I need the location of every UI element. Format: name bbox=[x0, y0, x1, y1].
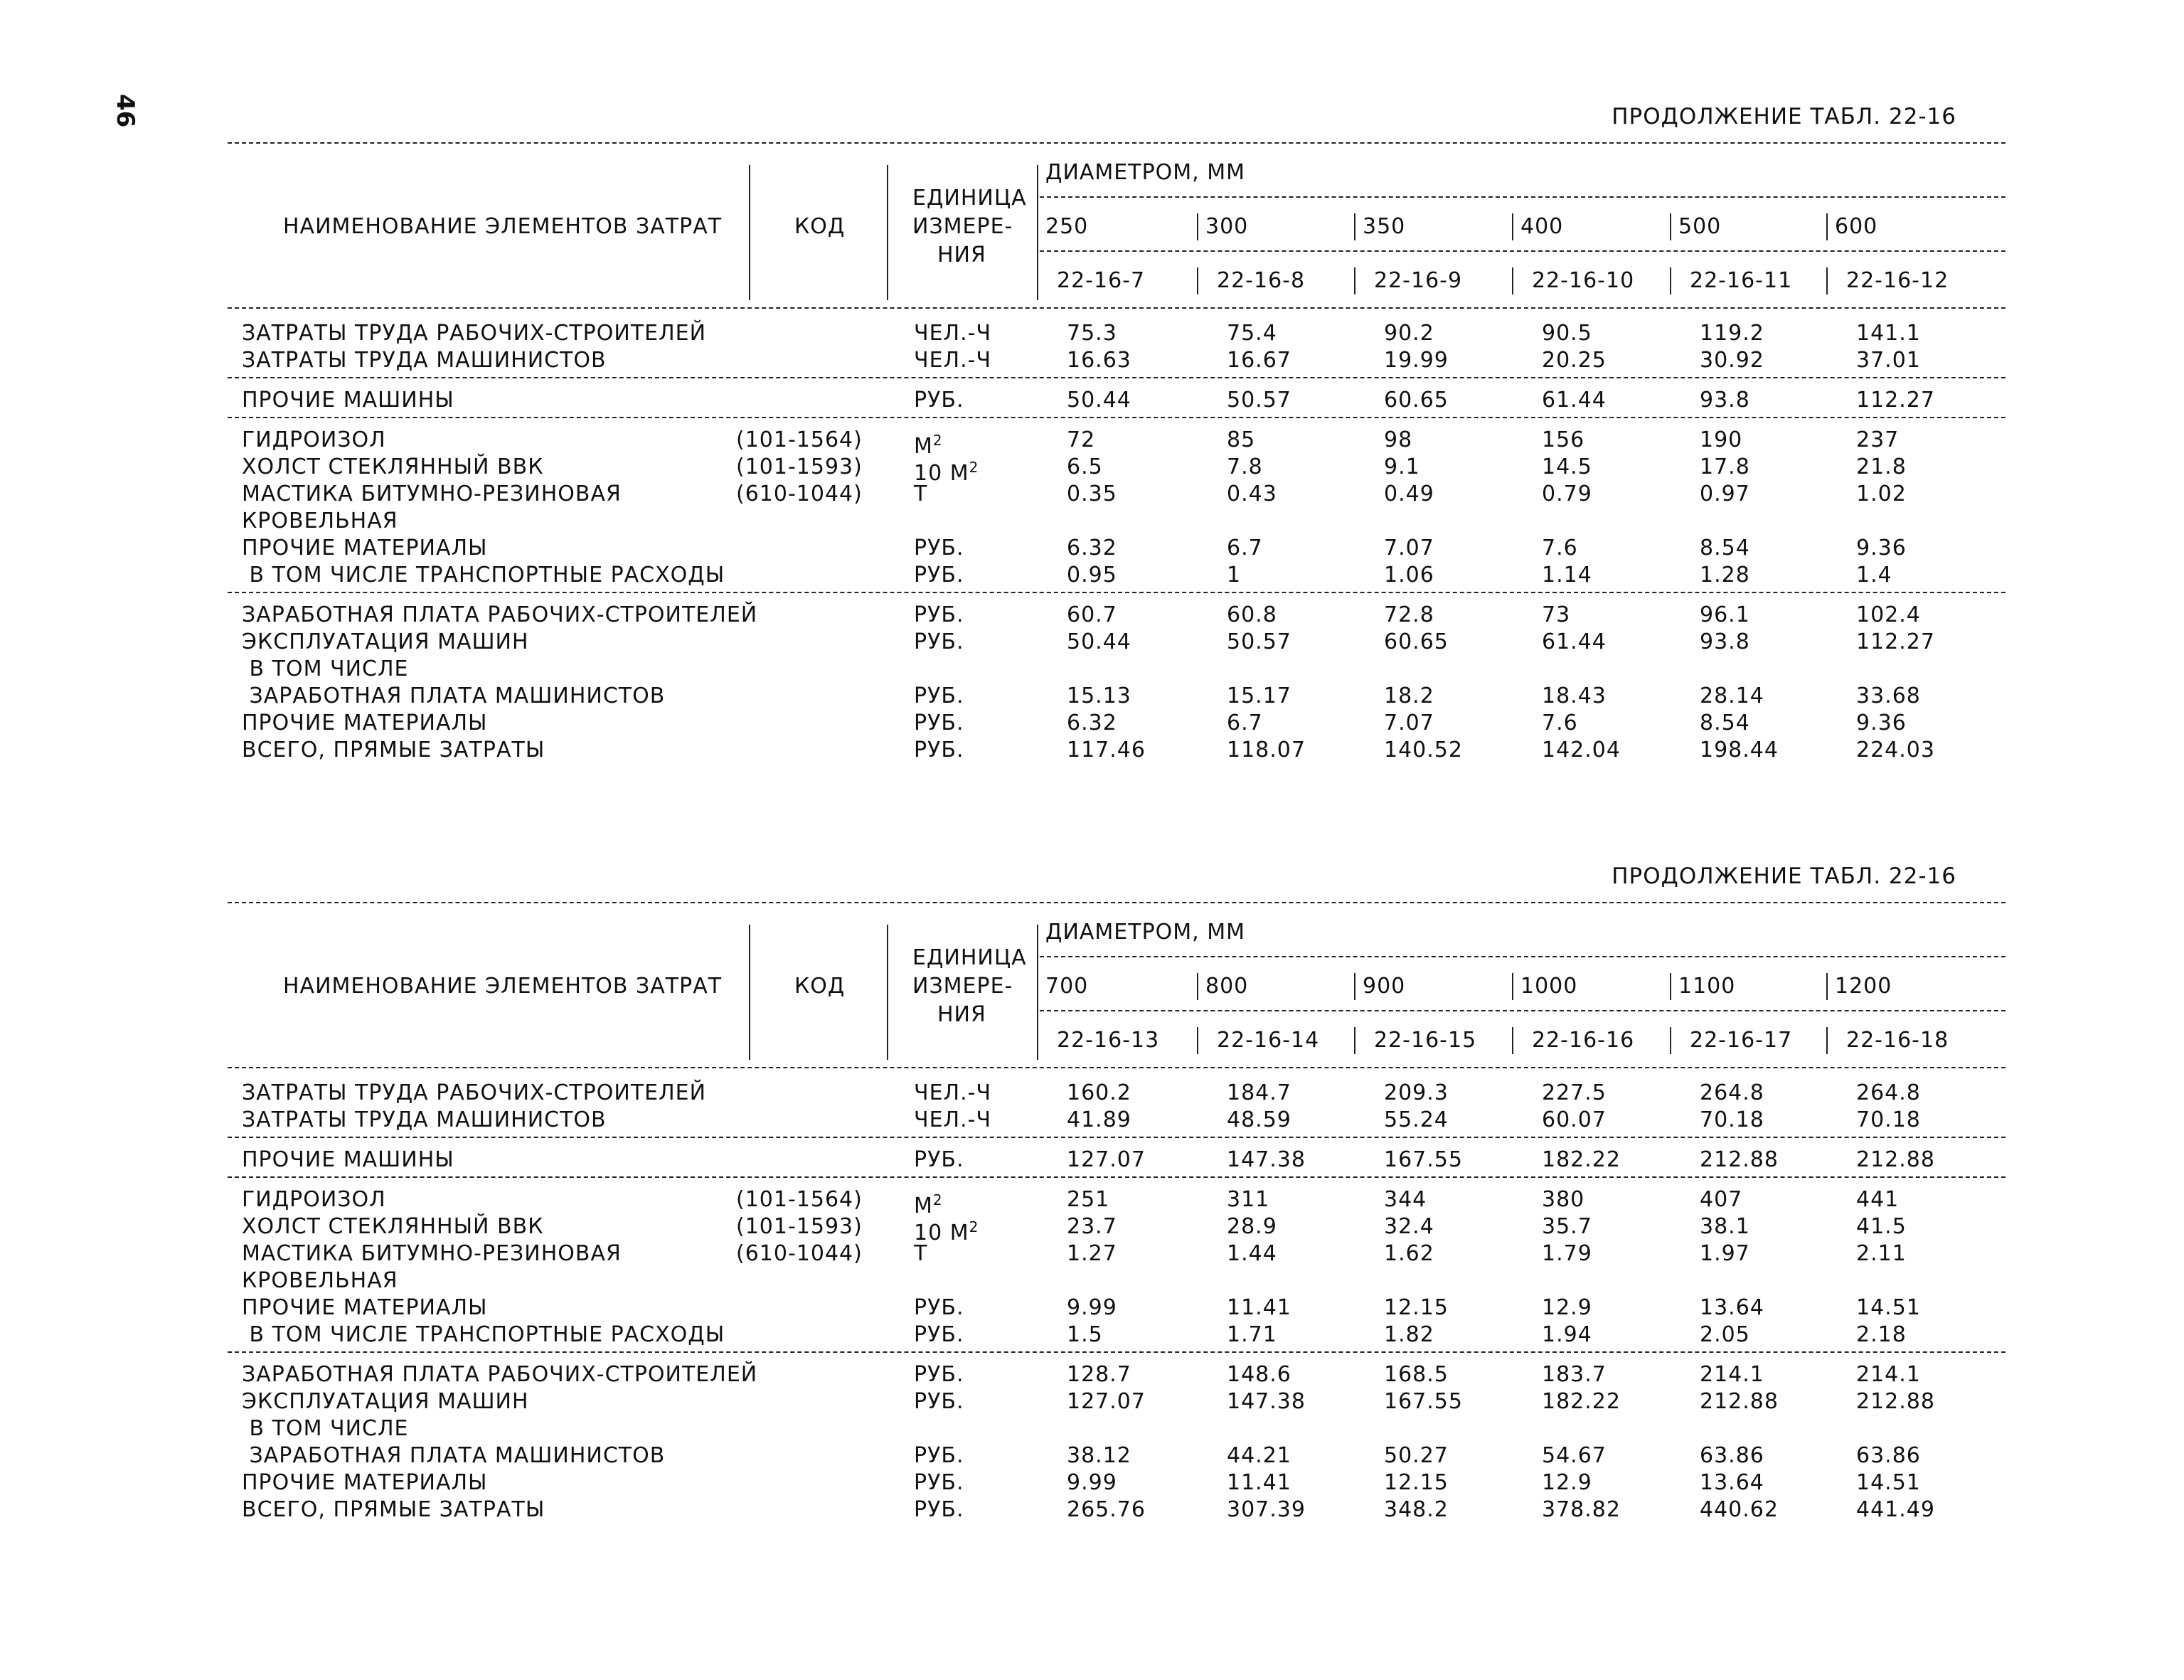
cell-value: 61.44 bbox=[1542, 629, 1607, 654]
rate-code: 22-16-15 bbox=[1374, 1028, 1477, 1053]
cell-value: 1.02 bbox=[1856, 482, 1907, 506]
cell-value: 9.99 bbox=[1067, 1295, 1117, 1320]
cell-value: 311 bbox=[1227, 1187, 1270, 1212]
row-unit: РУБ. bbox=[914, 563, 964, 588]
cell-value: 127.07 bbox=[1067, 1389, 1146, 1414]
cell-value: 1.27 bbox=[1067, 1241, 1117, 1266]
cell-value: 50.44 bbox=[1067, 388, 1131, 413]
cell-value: 112.27 bbox=[1856, 388, 1935, 413]
row-unit: РУБ. bbox=[914, 536, 964, 560]
cell-value: 70.18 bbox=[1856, 1107, 1921, 1132]
cell-value: 147.38 bbox=[1227, 1389, 1306, 1414]
cell-value: 20.25 bbox=[1542, 348, 1607, 373]
row-name: В ТОМ ЧИСЛЕ ТРАНСПОРТНЫЕ РАСХОДЫ bbox=[242, 563, 725, 588]
cell-value: 0.79 bbox=[1542, 482, 1592, 506]
diameter-value: 1000 bbox=[1520, 974, 1578, 999]
code-divider bbox=[1826, 267, 1828, 294]
cell-value: 70.18 bbox=[1700, 1107, 1764, 1132]
cell-value: 33.68 bbox=[1856, 684, 1921, 708]
cell-value: 12.9 bbox=[1542, 1295, 1592, 1320]
cell-value: 1.14 bbox=[1542, 563, 1592, 588]
group-rule bbox=[228, 592, 2005, 593]
cell-value: 90.2 bbox=[1384, 321, 1434, 346]
row-unit: РУБ. bbox=[914, 738, 964, 762]
cell-value: 117.46 bbox=[1067, 738, 1146, 762]
header-top-rule bbox=[228, 142, 2005, 144]
cell-value: 1 bbox=[1227, 563, 1242, 588]
row-name: ЭКСПЛУАТАЦИЯ МАШИН bbox=[242, 1389, 529, 1414]
cell-value: 32.4 bbox=[1384, 1214, 1434, 1239]
column-header-unit: ЕДИНИЦА bbox=[912, 945, 1027, 970]
cell-value: 50.57 bbox=[1227, 629, 1291, 654]
header-bottom-rule bbox=[228, 1067, 2005, 1068]
row-name: ХОЛСТ СТЕКЛЯННЫЙ ВВК bbox=[242, 1214, 544, 1239]
cell-value: 0.95 bbox=[1067, 563, 1117, 588]
row-name: КРОВЕЛЬНАЯ bbox=[242, 509, 398, 533]
cell-value: 2.05 bbox=[1700, 1322, 1750, 1347]
cell-value: 50.27 bbox=[1384, 1443, 1449, 1468]
row-unit: 10 $М^2$ bbox=[914, 459, 979, 486]
diameter-value: 350 bbox=[1363, 214, 1406, 239]
cell-value: 60.07 bbox=[1542, 1107, 1607, 1132]
cell-value: 18.43 bbox=[1542, 684, 1607, 708]
cell-value: 28.9 bbox=[1227, 1214, 1277, 1239]
row-name: ЗАРАБОТНАЯ ПЛАТА РАБОЧИХ-СТРОИТЕЛЕЙ bbox=[242, 602, 758, 627]
diameter-value: 600 bbox=[1835, 214, 1878, 239]
cell-value: 0.97 bbox=[1700, 482, 1750, 506]
cell-value: 41.89 bbox=[1067, 1107, 1131, 1132]
cell-value: 127.07 bbox=[1067, 1147, 1146, 1172]
cell-value: 407 bbox=[1700, 1187, 1743, 1212]
cell-value: 348.2 bbox=[1384, 1497, 1449, 1522]
cell-value: 118.07 bbox=[1227, 738, 1306, 762]
diameter-value: 700 bbox=[1045, 974, 1089, 999]
row-name: ЗАРАБОТНАЯ ПЛАТА МАШИНИСТОВ bbox=[242, 1443, 666, 1468]
row-unit: РУБ. bbox=[914, 1389, 964, 1414]
cell-value: 38.12 bbox=[1067, 1443, 1131, 1468]
header-top-rule bbox=[228, 902, 2005, 903]
rate-code: 22-16-12 bbox=[1846, 268, 1949, 293]
diameter-value: 1200 bbox=[1835, 974, 1892, 999]
row-unit: РУБ. bbox=[914, 1362, 964, 1387]
column-header-name: НАИМЕНОВАНИЕ ЭЛЕМЕНТОВ ЗАТРАТ bbox=[283, 974, 723, 999]
header-bottom-rule bbox=[228, 307, 2005, 309]
cell-value: 1.4 bbox=[1856, 563, 1892, 588]
cell-value: 48.59 bbox=[1227, 1107, 1291, 1132]
row-name: ЗАТРАТЫ ТРУДА МАШИНИСТОВ bbox=[242, 1107, 607, 1132]
cell-value: 1.94 bbox=[1542, 1322, 1592, 1347]
column-header-diameter: ДИАМЕТРОМ, ММ bbox=[1045, 160, 1245, 185]
cell-value: 378.82 bbox=[1542, 1497, 1621, 1522]
cell-value: 60.8 bbox=[1227, 602, 1277, 627]
cell-value: 12.9 bbox=[1542, 1470, 1592, 1495]
rate-code: 22-16-14 bbox=[1217, 1028, 1320, 1053]
cell-value: 182.22 bbox=[1542, 1147, 1621, 1172]
cell-value: 147.38 bbox=[1227, 1147, 1306, 1172]
cell-value: 307.39 bbox=[1227, 1497, 1306, 1522]
diameter-divider bbox=[1512, 973, 1513, 1000]
code-divider bbox=[1670, 1027, 1671, 1054]
cell-value: 264.8 bbox=[1700, 1080, 1764, 1105]
cell-value: 0.43 bbox=[1227, 482, 1277, 506]
cell-value: 184.7 bbox=[1227, 1080, 1291, 1105]
table-caption: ПРОДОЛЖЕНИЕ ТАБЛ. 22-16 bbox=[1612, 104, 1956, 129]
cell-value: 2.11 bbox=[1856, 1241, 1907, 1266]
cell-value: 17.8 bbox=[1700, 454, 1750, 479]
row-unit: РУБ. bbox=[914, 1322, 964, 1347]
column-header-unit: ИЗМЕРЕ- bbox=[912, 974, 1013, 999]
column-header-unit: НИЯ bbox=[937, 243, 986, 267]
row-code: (101-1593) bbox=[736, 1214, 863, 1239]
row-unit: РУБ. bbox=[914, 602, 964, 627]
cell-value: 7.6 bbox=[1542, 536, 1578, 560]
diameter-value: 300 bbox=[1205, 214, 1249, 239]
cell-value: 63.86 bbox=[1856, 1443, 1921, 1468]
cell-value: 214.1 bbox=[1700, 1362, 1764, 1387]
cell-value: 7.8 bbox=[1227, 454, 1263, 479]
row-code: (101-1564) bbox=[736, 427, 863, 452]
diameter-value: 250 bbox=[1045, 214, 1089, 239]
cell-value: 60.65 bbox=[1384, 629, 1449, 654]
row-unit: РУБ. bbox=[914, 684, 964, 708]
cell-value: 1.06 bbox=[1384, 563, 1434, 588]
cell-value: 440.62 bbox=[1700, 1497, 1779, 1522]
row-unit: РУБ. bbox=[914, 1147, 964, 1172]
group-rule bbox=[228, 377, 2005, 378]
cell-value: 224.03 bbox=[1856, 738, 1935, 762]
rate-code: 22-16-16 bbox=[1532, 1028, 1635, 1053]
column-header-unit: ИЗМЕРЕ- bbox=[912, 214, 1013, 239]
cell-value: 167.55 bbox=[1384, 1389, 1463, 1414]
group-rule bbox=[228, 1137, 2005, 1138]
table-caption: ПРОДОЛЖЕНИЕ ТАБЛ. 22-16 bbox=[1612, 863, 1956, 889]
cell-value: 9.1 bbox=[1384, 454, 1420, 479]
column-header-unit: ЕДИНИЦА bbox=[912, 186, 1027, 211]
cell-value: 18.2 bbox=[1384, 684, 1434, 708]
row-code: (101-1564) bbox=[736, 1187, 863, 1212]
cell-value: 37.01 bbox=[1856, 348, 1921, 373]
cell-value: 1.44 bbox=[1227, 1241, 1277, 1266]
rate-code: 22-16-18 bbox=[1846, 1028, 1949, 1053]
cell-value: 28.14 bbox=[1700, 684, 1764, 708]
cell-value: 11.41 bbox=[1227, 1470, 1291, 1495]
row-unit: Т bbox=[914, 1241, 928, 1266]
cell-value: 21.8 bbox=[1856, 454, 1907, 479]
cost-table bbox=[0, 902, 2184, 1656]
code-divider bbox=[1197, 267, 1198, 294]
cell-value: 183.7 bbox=[1542, 1362, 1607, 1387]
code-divider bbox=[1197, 1027, 1198, 1054]
cell-value: 14.51 bbox=[1856, 1470, 1921, 1495]
cell-value: 6.5 bbox=[1067, 454, 1103, 479]
cost-table bbox=[0, 142, 2184, 896]
row-unit: ЧЕЛ.-Ч bbox=[914, 321, 992, 346]
cell-value: 61.44 bbox=[1542, 388, 1607, 413]
cell-value: 93.8 bbox=[1700, 388, 1750, 413]
row-unit: РУБ. bbox=[914, 1443, 964, 1468]
cell-value: 156 bbox=[1542, 427, 1585, 452]
cell-value: 38.1 bbox=[1700, 1214, 1750, 1239]
cell-value: 19.99 bbox=[1384, 348, 1449, 373]
diameter-value: 1100 bbox=[1678, 974, 1736, 999]
cell-value: 7.6 bbox=[1542, 711, 1578, 735]
cell-value: 264.8 bbox=[1856, 1080, 1921, 1105]
row-code: (610-1044) bbox=[736, 482, 863, 506]
header-divider bbox=[1037, 165, 1038, 300]
cell-value: 75.3 bbox=[1067, 321, 1117, 346]
row-name: ГИДРОИЗОЛ bbox=[242, 1187, 386, 1212]
cell-value: 141.1 bbox=[1856, 321, 1921, 346]
rate-code: 22-16-7 bbox=[1057, 268, 1146, 293]
cell-value: 8.54 bbox=[1700, 536, 1750, 560]
cell-value: 50.44 bbox=[1067, 629, 1131, 654]
row-name: КРОВЕЛЬНАЯ bbox=[242, 1268, 398, 1293]
rate-code: 22-16-9 bbox=[1374, 268, 1463, 293]
row-unit: ЧЕЛ.-Ч bbox=[914, 1107, 992, 1132]
cell-value: 1.97 bbox=[1700, 1241, 1750, 1266]
cell-value: 72.8 bbox=[1384, 602, 1434, 627]
row-unit: ЧЕЛ.-Ч bbox=[914, 348, 992, 373]
cell-value: 190 bbox=[1700, 427, 1743, 452]
header-divider bbox=[887, 165, 888, 300]
column-header-diameter: ДИАМЕТРОМ, ММ bbox=[1045, 920, 1245, 945]
row-unit: РУБ. bbox=[914, 629, 964, 654]
cell-value: 75.4 bbox=[1227, 321, 1277, 346]
code-divider bbox=[1670, 267, 1671, 294]
cell-value: 23.7 bbox=[1067, 1214, 1117, 1239]
row-unit: ЧЕЛ.-Ч bbox=[914, 1080, 992, 1105]
row-name: В ТОМ ЧИСЛЕ bbox=[242, 656, 409, 681]
cell-value: 227.5 bbox=[1542, 1080, 1607, 1105]
cell-value: 148.6 bbox=[1227, 1362, 1291, 1387]
row-unit: 10 $М^2$ bbox=[914, 1218, 979, 1245]
cell-value: 212.88 bbox=[1700, 1389, 1779, 1414]
row-code: (610-1044) bbox=[736, 1241, 863, 1266]
row-name: ПРОЧИЕ МАТЕРИАЛЫ bbox=[242, 711, 488, 735]
cell-value: 237 bbox=[1856, 427, 1900, 452]
cell-value: 6.7 bbox=[1227, 711, 1263, 735]
header-divider bbox=[749, 925, 750, 1060]
header-rule bbox=[1040, 1010, 2005, 1011]
row-name: ГИДРОИЗОЛ bbox=[242, 427, 386, 452]
cell-value: 93.8 bbox=[1700, 629, 1750, 654]
cell-value: 55.24 bbox=[1384, 1107, 1449, 1132]
code-divider bbox=[1512, 267, 1513, 294]
cell-value: 344 bbox=[1384, 1187, 1427, 1212]
row-name: ЭКСПЛУАТАЦИЯ МАШИН bbox=[242, 629, 529, 654]
cell-value: 1.82 bbox=[1384, 1322, 1434, 1347]
cell-value: 9.36 bbox=[1856, 711, 1907, 735]
cell-value: 1.62 bbox=[1384, 1241, 1434, 1266]
row-name: ХОЛСТ СТЕКЛЯННЫЙ ВВК bbox=[242, 454, 544, 479]
rate-code: 22-16-10 bbox=[1532, 268, 1635, 293]
diameter-divider bbox=[1354, 213, 1355, 240]
diameter-value: 400 bbox=[1520, 214, 1564, 239]
cell-value: 6.32 bbox=[1067, 536, 1117, 560]
column-header-code: КОД bbox=[794, 974, 846, 999]
cell-value: 212.88 bbox=[1856, 1147, 1935, 1172]
cell-value: 15.13 bbox=[1067, 684, 1131, 708]
cell-value: 182.22 bbox=[1542, 1389, 1621, 1414]
cell-value: 13.64 bbox=[1700, 1470, 1764, 1495]
cell-value: 209.3 bbox=[1384, 1080, 1449, 1105]
column-header-unit: НИЯ bbox=[937, 1002, 986, 1027]
rate-code: 22-16-8 bbox=[1217, 268, 1306, 293]
code-divider bbox=[1826, 1027, 1828, 1054]
cell-value: 16.63 bbox=[1067, 348, 1131, 373]
cell-value: 9.99 bbox=[1067, 1470, 1117, 1495]
cell-value: 441 bbox=[1856, 1187, 1900, 1212]
cell-value: 128.7 bbox=[1067, 1362, 1131, 1387]
row-unit: РУБ. bbox=[914, 1497, 964, 1522]
cell-value: 441.49 bbox=[1856, 1497, 1935, 1522]
cell-value: 9.36 bbox=[1856, 536, 1907, 560]
row-name: ВСЕГО, ПРЯМЫЕ ЗАТРАТЫ bbox=[242, 1497, 545, 1522]
cell-value: 198.44 bbox=[1700, 738, 1779, 762]
rate-code: 22-16-17 bbox=[1690, 1028, 1793, 1053]
cell-value: 2.18 bbox=[1856, 1322, 1907, 1347]
row-unit: РУБ. bbox=[914, 1295, 964, 1320]
diameter-divider bbox=[1197, 213, 1198, 240]
diameter-divider bbox=[1826, 973, 1828, 1000]
cell-value: 72 bbox=[1067, 427, 1096, 452]
cell-value: 90.5 bbox=[1542, 321, 1592, 346]
cell-value: 16.67 bbox=[1227, 348, 1291, 373]
cell-value: 6.7 bbox=[1227, 536, 1263, 560]
row-name: ПРОЧИЕ МАТЕРИАЛЫ bbox=[242, 1470, 488, 1495]
cell-value: 96.1 bbox=[1700, 602, 1750, 627]
column-header-code: КОД bbox=[794, 214, 846, 239]
header-rule bbox=[1040, 250, 2005, 252]
row-name: ВСЕГО, ПРЯМЫЕ ЗАТРАТЫ bbox=[242, 738, 545, 762]
cell-value: 119.2 bbox=[1700, 321, 1764, 346]
cell-value: 14.5 bbox=[1542, 454, 1592, 479]
cell-value: 1.5 bbox=[1067, 1322, 1103, 1347]
cell-value: 102.4 bbox=[1856, 602, 1921, 627]
header-divider bbox=[749, 165, 750, 300]
diameter-divider bbox=[1354, 973, 1355, 1000]
header-rule bbox=[1040, 956, 2005, 957]
row-unit: $М^2$ bbox=[914, 1191, 943, 1218]
cell-value: 112.27 bbox=[1856, 629, 1935, 654]
cell-value: 1.28 bbox=[1700, 563, 1750, 588]
cell-value: 85 bbox=[1227, 427, 1256, 452]
cell-value: 12.15 bbox=[1384, 1295, 1449, 1320]
row-code: (101-1593) bbox=[736, 454, 863, 479]
cell-value: 168.5 bbox=[1384, 1362, 1449, 1387]
row-name: ЗАРАБОТНАЯ ПЛАТА РАБОЧИХ-СТРОИТЕЛЕЙ bbox=[242, 1362, 758, 1387]
row-name: ПРОЧИЕ МАШИНЫ bbox=[242, 388, 454, 413]
row-name: В ТОМ ЧИСЛЕ bbox=[242, 1416, 409, 1441]
cell-value: 142.04 bbox=[1542, 738, 1621, 762]
header-rule bbox=[1040, 196, 2005, 198]
cell-value: 60.7 bbox=[1067, 602, 1117, 627]
column-header-name: НАИМЕНОВАНИЕ ЭЛЕМЕНТОВ ЗАТРАТ bbox=[283, 214, 723, 239]
cell-value: 15.17 bbox=[1227, 684, 1291, 708]
cell-value: 7.07 bbox=[1384, 536, 1434, 560]
cell-value: 0.35 bbox=[1067, 482, 1117, 506]
cell-value: 50.57 bbox=[1227, 388, 1291, 413]
row-unit: РУБ. bbox=[914, 711, 964, 735]
diameter-value: 500 bbox=[1678, 214, 1722, 239]
cell-value: 167.55 bbox=[1384, 1147, 1463, 1172]
cell-value: 212.88 bbox=[1856, 1389, 1935, 1414]
row-unit: $М^2$ bbox=[914, 432, 943, 459]
row-unit: РУБ. bbox=[914, 1470, 964, 1495]
row-name: В ТОМ ЧИСЛЕ ТРАНСПОРТНЫЕ РАСХОДЫ bbox=[242, 1322, 725, 1347]
row-unit: РУБ. bbox=[914, 388, 964, 413]
cell-value: 98 bbox=[1384, 427, 1413, 452]
row-name: ЗАРАБОТНАЯ ПЛАТА МАШИНИСТОВ bbox=[242, 684, 666, 708]
cell-value: 41.5 bbox=[1856, 1214, 1907, 1239]
page-number: 46 bbox=[111, 94, 139, 128]
cell-value: 60.65 bbox=[1384, 388, 1449, 413]
cell-value: 160.2 bbox=[1067, 1080, 1131, 1105]
cell-value: 1.79 bbox=[1542, 1241, 1592, 1266]
cell-value: 214.1 bbox=[1856, 1362, 1921, 1387]
cell-value: 12.15 bbox=[1384, 1470, 1449, 1495]
row-name: ПРОЧИЕ МАШИНЫ bbox=[242, 1147, 454, 1172]
row-name: ЗАТРАТЫ ТРУДА РАБОЧИХ-СТРОИТЕЛЕЙ bbox=[242, 1080, 707, 1105]
cell-value: 0.49 bbox=[1384, 482, 1434, 506]
code-divider bbox=[1354, 1027, 1355, 1054]
diameter-value: 800 bbox=[1205, 974, 1249, 999]
diameter-divider bbox=[1826, 213, 1828, 240]
cell-value: 11.41 bbox=[1227, 1295, 1291, 1320]
cell-value: 265.76 bbox=[1067, 1497, 1146, 1522]
row-name: ЗАТРАТЫ ТРУДА РАБОЧИХ-СТРОИТЕЛЕЙ bbox=[242, 321, 707, 346]
row-name: ЗАТРАТЫ ТРУДА МАШИНИСТОВ bbox=[242, 348, 607, 373]
cell-value: 44.21 bbox=[1227, 1443, 1291, 1468]
group-rule bbox=[228, 1176, 2005, 1178]
cell-value: 73 bbox=[1542, 602, 1571, 627]
group-rule bbox=[228, 417, 2005, 418]
row-name: МАСТИКА БИТУМНО-РЕЗИНОВАЯ bbox=[242, 1241, 622, 1266]
code-divider bbox=[1512, 1027, 1513, 1054]
cell-value: 1.71 bbox=[1227, 1322, 1277, 1347]
cell-value: 8.54 bbox=[1700, 711, 1750, 735]
row-name: МАСТИКА БИТУМНО-РЕЗИНОВАЯ bbox=[242, 482, 622, 506]
diameter-divider bbox=[1670, 213, 1671, 240]
cell-value: 30.92 bbox=[1700, 348, 1764, 373]
cell-value: 63.86 bbox=[1700, 1443, 1764, 1468]
diameter-divider bbox=[1670, 973, 1671, 1000]
row-name: ПРОЧИЕ МАТЕРИАЛЫ bbox=[242, 1295, 488, 1320]
diameter-value: 900 bbox=[1363, 974, 1406, 999]
header-divider bbox=[887, 925, 888, 1060]
row-unit: Т bbox=[914, 482, 928, 506]
cell-value: 35.7 bbox=[1542, 1214, 1592, 1239]
code-divider bbox=[1354, 267, 1355, 294]
cell-value: 13.64 bbox=[1700, 1295, 1764, 1320]
cell-value: 140.52 bbox=[1384, 738, 1463, 762]
diameter-divider bbox=[1197, 973, 1198, 1000]
header-divider bbox=[1037, 925, 1038, 1060]
cell-value: 54.67 bbox=[1542, 1443, 1607, 1468]
cell-value: 6.32 bbox=[1067, 711, 1117, 735]
rate-code: 22-16-13 bbox=[1057, 1028, 1160, 1053]
cell-value: 14.51 bbox=[1856, 1295, 1921, 1320]
diameter-divider bbox=[1512, 213, 1513, 240]
row-name: ПРОЧИЕ МАТЕРИАЛЫ bbox=[242, 536, 488, 560]
cell-value: 212.88 bbox=[1700, 1147, 1779, 1172]
cell-value: 7.07 bbox=[1384, 711, 1434, 735]
cell-value: 380 bbox=[1542, 1187, 1585, 1212]
group-rule bbox=[228, 1351, 2005, 1353]
rate-code: 22-16-11 bbox=[1690, 268, 1793, 293]
cell-value: 251 bbox=[1067, 1187, 1110, 1212]
